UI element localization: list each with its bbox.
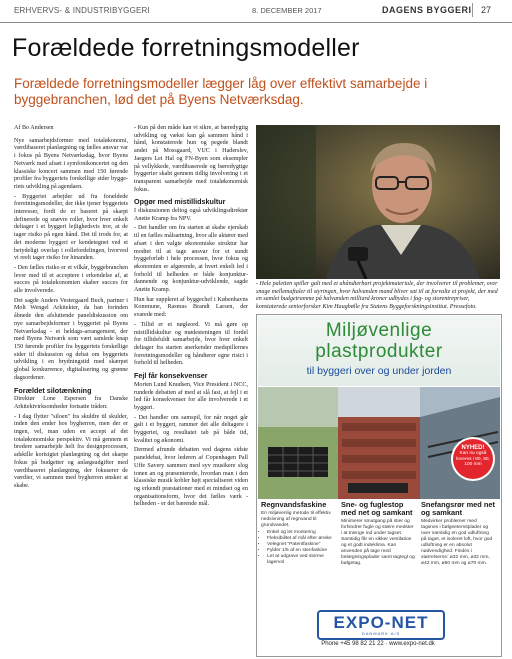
section-label: ERHVERVS- & INDUSTRIBYGGERI xyxy=(14,6,150,15)
portrait-photo xyxy=(256,125,500,279)
header-divider xyxy=(472,3,473,17)
product-title: Regnvandsfaskine xyxy=(261,500,327,509)
paragraph: - Det handler om fra starten at skabe ejerskab til en fælles målsætning, hvor alle aktører med afsæt i den valgte økonomiske struktur har modtet til at tage ansvar for et sundt byggeforløb i hele processen, hvor fokus og økonomien er afgørende, at hvert enkelt led i forhold til helheden er både konjunktur-dannende og konjunktur-udviklende, sagde Anette Kramp. xyxy=(134,225,248,294)
feature-item: • Fleksibilitet af mål efter ønske xyxy=(267,536,335,542)
ad-header xyxy=(258,316,500,386)
ad-title-line-1: Miljøvenlige xyxy=(325,320,433,341)
paragraph: - Det handler om samspil, for når noget går galt i et byggeri, rammer det alle deltagere i byggeriet, og resultatet tab på både tid, kvalitet og økonomi. xyxy=(134,414,248,444)
advertisement xyxy=(256,314,502,657)
page-header xyxy=(0,0,512,23)
subheading: Fejl får konsekvenser xyxy=(134,371,208,381)
product-snefangsror xyxy=(421,501,495,567)
new-product-badge xyxy=(453,439,493,479)
paragraph: - Byggeriet arbejder ud fra forældede forretningsmodeller, der ikke tjener byggeriets interesser, fordi de er baseret på skarpt definerede og snævre roller, hvor hver enkelt deltager i et byggeri lejlighedsvis tror, at de tager risiko på egen hånd. Det til trods for, at det moderne byggeri er kendetegnet ved et betydeligt overlap i rollefordelingen, hvorved vi reelt tager risiko for hinanden. xyxy=(14,193,128,262)
feature-item: • Fylder 1/5 af en stenfaskine xyxy=(267,548,335,554)
publication-name: DAGENS BYGGERI xyxy=(382,5,472,15)
feature-item: • Enkel og let montering xyxy=(267,530,335,536)
paragraph: Direktør Lone Espersen fra Danske Arkitektvirksomheder fortsatte tråden: xyxy=(14,396,128,410)
article-lead: Forældede forretningsmodeller lægger låg over effektivt samarbejde i byggebranchen, lød det på Byens Netværksdag. xyxy=(14,76,428,107)
paragraph: Nye samarbejdsformer med totaløkonomi, værdibaseret planlægning og fælles ansvar var i fokus på Byens Netværksdag, hvor Byens Netværk med afsæt i symfonikoncertet og den klassiske koncert sammen med 150 førende profiler fra byggeriets forskellige sider byggeriets udvikling på agendaen. xyxy=(14,137,128,190)
product-description: En miljøvenlig metode til effektiv nedsivning af regnvand til grundvandet. xyxy=(261,511,331,528)
photo-caption: - Hele paletten spiller galt med et uhåndterbart projektmateriale, der involverer til problemer, over snage mellemaftaler til styringen, hvor halvanden mand bliver sat til at forvalte et projekt, der med en samlet budgetramme på halvanden milliard kroner udbydes i fag- og storentrepriser, konstaterede seniorforsker Kim Haugbølle fra Statens Byggeforskningsinstitut. Pressefoto. xyxy=(256,281,498,311)
paragraph: - Tillid er et nøgleord. Vi må gøre op mistillidskultur og mødesteningen til fordel for tillidsfuldt samarbejde, hvor hver enkelt deltager fra starten anerkender medspillernes forretningsmodeller og håndterer egne risici i forhold til helheden. xyxy=(134,321,248,367)
issue-date: 8. DECEMBER 2017 xyxy=(252,6,322,15)
paragraph: - I dag flytter "siloen" fra skuldre til skulder, inden den ender hos bygherren, men der er ingen, vel, man uden en accept af det totaløkonomiske perspektiv. Vi må gennem et bredere samarbejde helt fra designprocessen, adskille kortsigtet planlægning og det skarpe fokus på budgetter og anlægsudgifter med værdibaseret planlægning, der fokuserer de værdier, vi sammen med bygherren ønsker at skabe. xyxy=(14,413,128,489)
ad-subtitle: til byggeri over og under jorden xyxy=(306,365,452,377)
badge-text: Kan nu også leveres i 60, 80, 100 mm xyxy=(456,451,490,468)
product-features xyxy=(261,530,335,566)
product-title: Sne- og fuglestop med net og samkant xyxy=(341,500,413,517)
paragraph: Dermed afrunde debatten ved dagens sidste paneldebat, hvor lederen af Copenhagen Pall Uffe Savery sammen med syv musikere slog tonen an og præsenterede, hvordan man i den klassiske musik kobler højt specialiseret viden og erkendt præstationer med et mindset og en organisationsform, hvor det fælles værk - helheden - er det bærende mål. xyxy=(134,447,248,508)
paragraph: Hun har suppleret af byggechef i Københavns Kommune, Rasmus Brandt Larsen, der svarede med: xyxy=(134,296,248,319)
feature-item: • Velegnet "Patentfaskine" xyxy=(267,542,335,548)
expo-net-logo xyxy=(317,610,445,640)
portrait-illustration xyxy=(256,125,500,279)
article-title: Forældede forretningsmodeller xyxy=(12,34,360,62)
product-regnvandsfaskine xyxy=(261,501,335,566)
product-title: Snefangsrør med net og samkant xyxy=(421,500,495,517)
paragraph: I diskussionen deltog også udviklingsdirektør Anette Kramp fra NPV. xyxy=(134,208,248,222)
paragraph: Det sagde Anders Vestergaard Buch, partner i Molt Wengel Arkitekter, da han forinden åbnede den afsluttende paneldiskussion om nye samarbejdsformer i byggeriet på Byens Netværksdag - et heldags-arrangement, der med Byens Netværk som vært samlede knap 150 førende profiler fra byggeriets forskellige sider til diskussion og debat om byggeriets udvikling i en brydningstid med skærpet global konkurrence, digitalisering og grønne dagsordener. xyxy=(14,297,128,381)
ad-contact-line: Phone +45 98 82 21 22 · www.expo-net.dk xyxy=(321,641,435,647)
logo-text: EXPO-NET xyxy=(333,613,429,632)
product-description: Medvirker problemer med tagsnes i bølgeeternitplader og over samtidig en god udluftning på taget, et isoleret loft, hvor god udluftning er en absolut nødvendighed. Findes i størrelserne: ø32 mm, ø32 mm, ø42 mm, ø50 mm og ø70 mm. xyxy=(421,519,493,566)
badge-title: NYHED! xyxy=(461,445,485,451)
logo-subtext: DANMARK A/S xyxy=(361,631,401,636)
article-column-1 xyxy=(14,125,128,493)
paragraph: - Kun på den måde kan vi sikre, at bæredygtig udvikling og vækst kan gå sammen hånd i hånd, konstaterede hun og pegede blandt andet på Mossgaard, VUC i Haderslev, Jaegers Lei Hal og FN-Byen som eksempler på vellykkede, værdibaserede og bæredygtige byggerier skabt gennem tidlig involvering i et transparent samarbejde med totaløkonomisk fokus. xyxy=(134,125,248,193)
subheading: Opgør med mistillidskultur xyxy=(134,197,226,207)
byline: Af Bo Andersen xyxy=(14,125,54,131)
article-column-2 xyxy=(134,125,248,511)
page-number: 27 xyxy=(481,5,492,15)
product-description: Minimerer smutgang på stier og forhindrer fugle og stære medster i at trænge ind under tagset. Samtidig får en sikker ventilation og et godt indeklima. Kan anvendes på tage med belægningsplader samt tagtegl og bølgetag. xyxy=(341,519,415,566)
paragraph: - Den fælles risiko er et vilkår, byggebranchen lever med til et acceptere i erkendelse af, at succes på totaløkonomien skaber succes for alle involverede. xyxy=(14,264,128,295)
subheading: Forældet silotænkning xyxy=(14,385,92,395)
feature-item: • Let at udgrave ved storme lagervol xyxy=(267,554,335,566)
product-sne-og-fuglestop xyxy=(341,501,415,567)
ad-title-line-2: plastprodukter xyxy=(315,341,443,362)
paragraph: Morten Lund Knudsen, Vice President i NCC, rundede debatten af med at slå fast, at fejl i et led får konsekvenser for alle involverede i et byggeri. xyxy=(134,381,248,411)
